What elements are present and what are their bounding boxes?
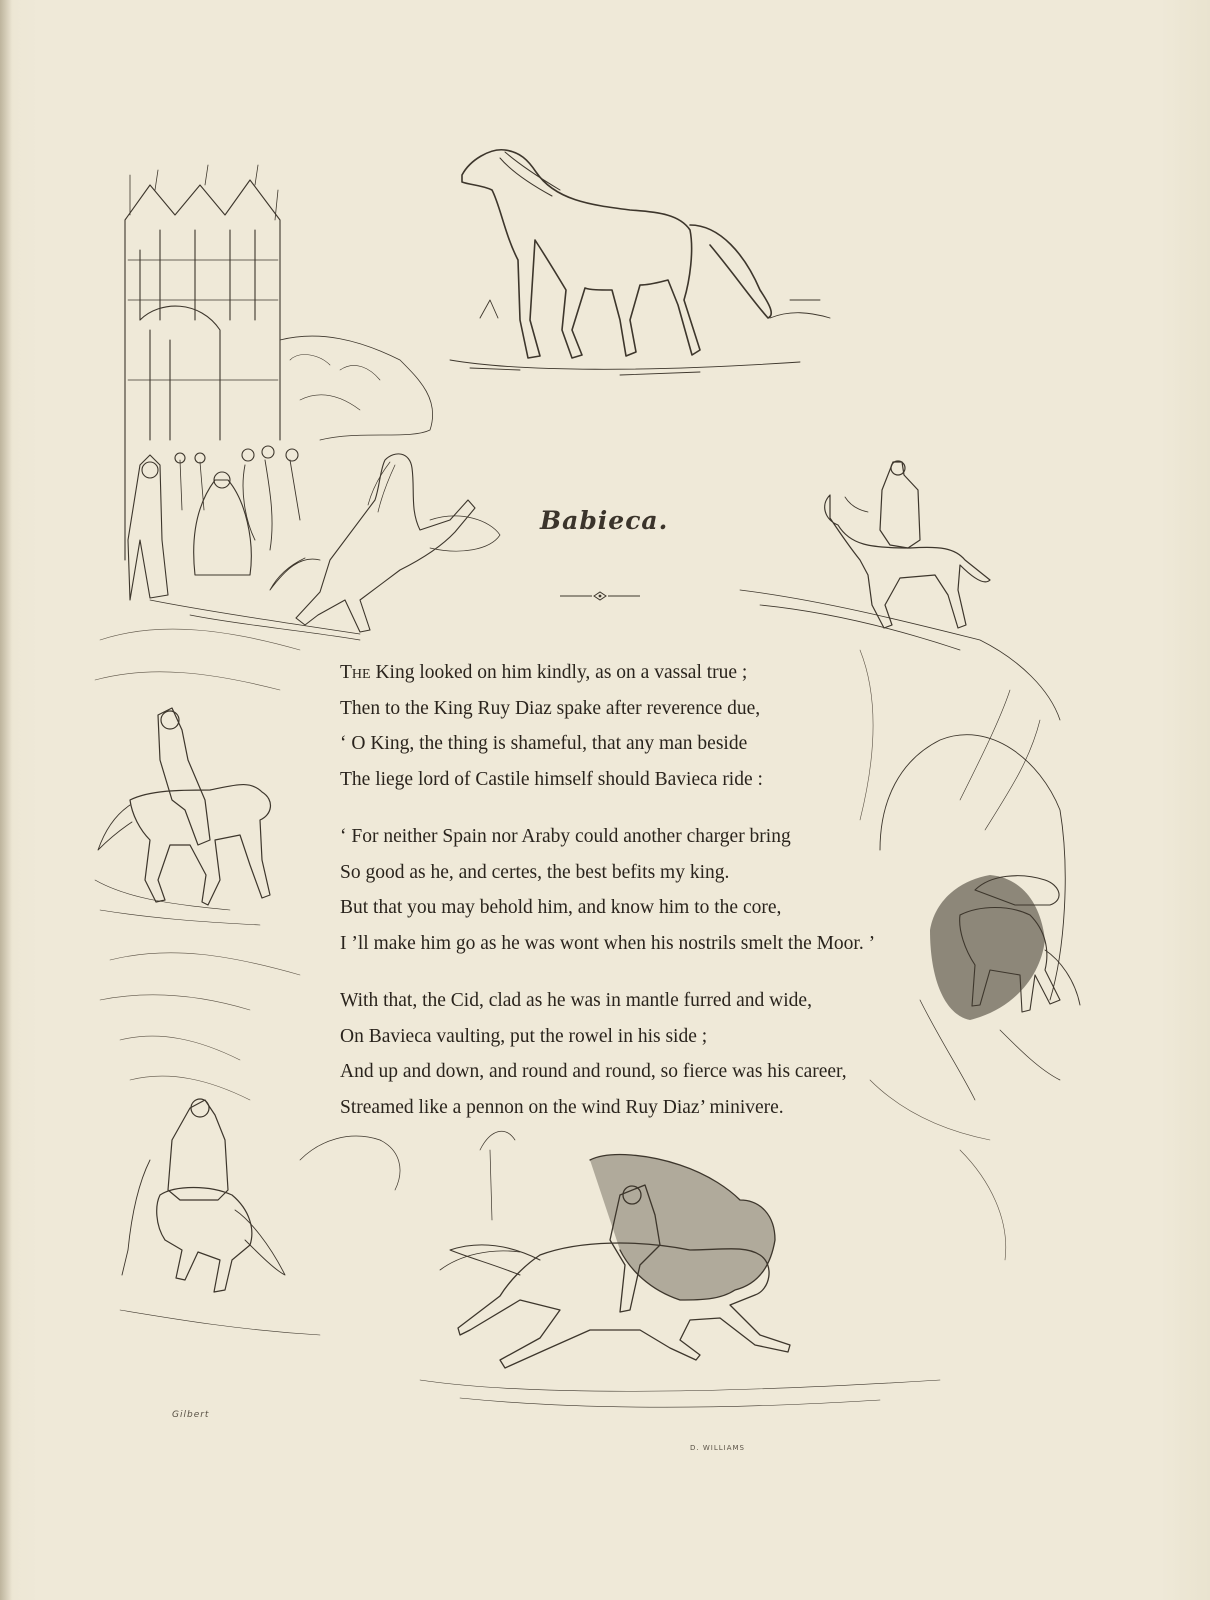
rider-from-behind-illustration — [120, 1099, 320, 1335]
rider-in-cave-illustration — [880, 735, 1080, 1100]
poem-line: I ’ll make him go as he was wont when his nostrils smelt the Moor. ’ — [340, 932, 876, 954]
poem-line-text: King looked on him kindly, as on a vassal true ; — [370, 662, 748, 683]
poem-line: ‘ O King, the thing is shameful, that any man beside — [340, 733, 748, 754]
galloping-horse-illustration — [300, 1131, 940, 1407]
poem-line: Then to the King Ruy Diaz spake after reverence due, — [340, 697, 761, 719]
poem-title: Babieca. — [540, 506, 669, 535]
poem-line: So good as he, and certes, the best befits my king. — [340, 861, 730, 883]
poem-line: On Bavieca vaulting, put the rowel in his side ; — [340, 1025, 708, 1047]
engraver-signature: D. WILLIAMS — [690, 1444, 745, 1452]
artist-signature: Gilbert — [172, 1410, 210, 1420]
opening-small-caps: The — [340, 662, 371, 683]
title-ornament-rule — [560, 590, 640, 602]
poem-line: The liege lord of Castile himself should Bavieca ride : — [340, 768, 763, 790]
poem-line: And up and down, and round and round, so fierce was his career, — [340, 1061, 847, 1082]
poem-line: ‘ For neither Spain nor Araby could another charger bring — [340, 826, 791, 847]
standing-horse-illustration — [450, 150, 830, 375]
poem-body — [340, 655, 900, 1147]
poem-line — [340, 655, 900, 691]
stanza-2 — [340, 819, 900, 961]
poem-line: But that you may behold him, and know him to the core, — [340, 897, 782, 918]
poem-line: With that, the Cid, clad as he was in mantle furred and wide, — [340, 990, 812, 1011]
cathedral-rearing-horse-illustration — [125, 165, 500, 640]
stanza-3 — [340, 983, 900, 1125]
stanza-1 — [340, 655, 900, 797]
poem-line: Streamed like a pennon on the wind Ruy Diaz’ minivere. — [340, 1096, 784, 1118]
rider-trotting-illustration — [95, 708, 270, 925]
